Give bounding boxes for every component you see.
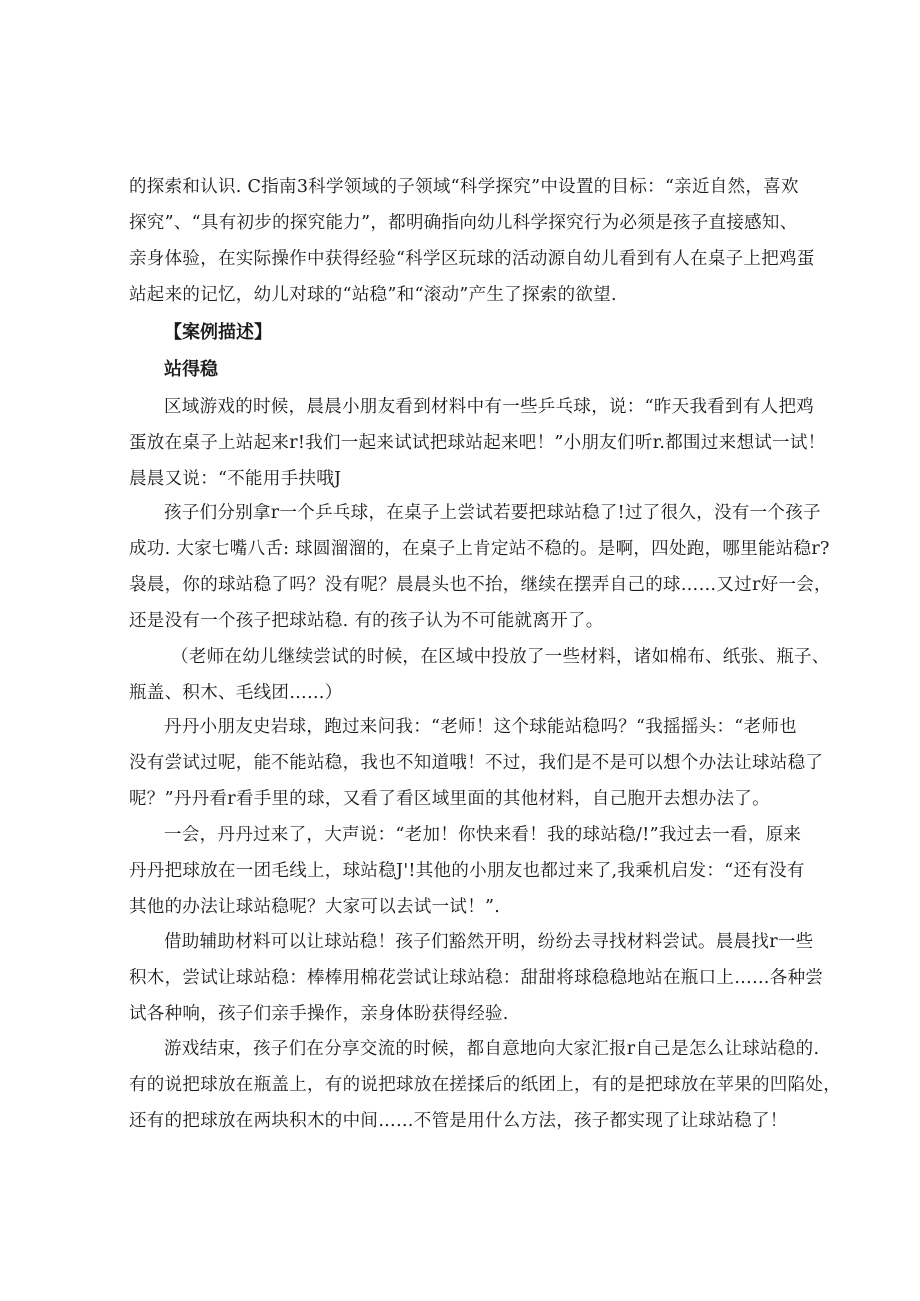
text-line: 有的说把球放在瓶盖上，有的说把球放在搓揉后的纸团上，有的是把球放在苹果的凹陷处，	[129, 1074, 841, 1095]
text-line: 孩子们分别拿r一个乒乓球，在桌子上尝试若要把球站稳了!过了很久，没有一个孩子	[164, 503, 821, 523]
text-line: 还是没有一个孩子把球站稳. 有的孩子认为不可能就离开了。	[129, 610, 604, 631]
text-line: 站起来的记忆，幼儿对球的“站稳”和“滚动”产生了探索的欲望.	[129, 284, 617, 305]
text-line: 亲身体验，在实际操作中获得经验“科学区玩球的活动源自幼儿看到有人在桌子上把鸡蛋	[129, 248, 815, 269]
paragraph-4	[129, 640, 830, 712]
text-line: 试各种响，孩子们亲手操作，亲身体盼获得经验.	[129, 1003, 509, 1024]
paragraph-2	[129, 390, 825, 498]
text-line: 区域游戏的时候，晨晨小朋友看到材料中有一些乒乓球，说：“昨天我看到有人把鸡	[164, 397, 815, 417]
paragraph-5	[129, 710, 823, 818]
text-line: 晨晨又说：“不能用手扶哦J	[129, 468, 342, 489]
text-line: 还有的把球放在两块积木的中间……不管是用什么方法，孩子都实现了让球站稳了！	[129, 1110, 788, 1131]
intro-paragraph	[129, 170, 815, 314]
text-line: 没有尝试过呢，能不能站稳，我也不知道哦！不过，我们是不是可以想个办法让球站稳了	[129, 752, 824, 773]
text-line: 探究”、“具有初步的探究能力”，都明确指向幼儿科学探究行为必须是孩子直接感知、	[129, 212, 798, 233]
text-line: 呢？”丹丹看r看手里的球，又看了看区域里面的其他材料，自己胞开去想办法了。	[129, 788, 770, 809]
paragraph-6	[129, 818, 805, 926]
sub-heading: 站得稳	[164, 359, 218, 380]
text-line: （老师在幼儿继续尝试的时候，在区域中投放了一些材料，诸如棉布、纸张、瓶子、	[171, 647, 830, 667]
paragraph-7	[129, 925, 823, 1033]
text-line: 蛋放在桌子上站起来r!我们一起来试试把球站起来吧！”小朋友们听r.都围过来想试一试！	[129, 432, 826, 453]
text-line: 借助辅助材料可以让球站稳！孩子们豁然开明，纷纷去寻找材料尝试。晨晨找r一些	[164, 932, 814, 952]
text-line: 成功. 大家七嘴八舌: 球圆溜溜的，在桌子上肯定站不稳的。是啊，四处跑，哪里能站稳r?	[129, 538, 830, 559]
text-line: 丹丹小朋友史岩球，跑过来问我：“老师！这个球能站稳吗？“我摇摇头：“老师也	[164, 717, 797, 737]
paragraph-8	[129, 1032, 841, 1140]
paragraph-3	[129, 496, 832, 640]
text-line: 的探索和认识. C指南3科学领域的子领域“科学探究”中设置的目标：“亲近自然，喜欢	[129, 177, 799, 197]
text-line: 其他的办法让球站稳呢？大家可以去试一试！”.	[129, 896, 501, 917]
text-line: 丹丹把球放在一团毛线上，球站稳J'!其他的小朋友也都过来了,我乘机启发：“还有没有	[129, 860, 805, 881]
text-line: 游戏结束，孩子们在分享交流的时候，都自意地向大家汇报r自己是怎么让球站稳的.	[164, 1039, 820, 1059]
text-line: 瓶盖、积木、毛线团……）	[129, 682, 343, 703]
text-line: 袅晨，你的球站稳了吗？没有呢？晨晨头也不抬，继续在摆弄自己的球……又过r好一会，	[129, 574, 832, 595]
section-heading: 【案例描述】	[164, 322, 272, 343]
text-line: 积木，尝试让球站稳：棒棒用棉花尝试让球站稳：甜甜将球稳稳地站在瓶口上……各种尝	[129, 967, 824, 988]
text-line: 一会，丹丹过来了，大声说：“老加！你快来看！我的球站稳/!”我过去一看，原来	[164, 825, 802, 845]
